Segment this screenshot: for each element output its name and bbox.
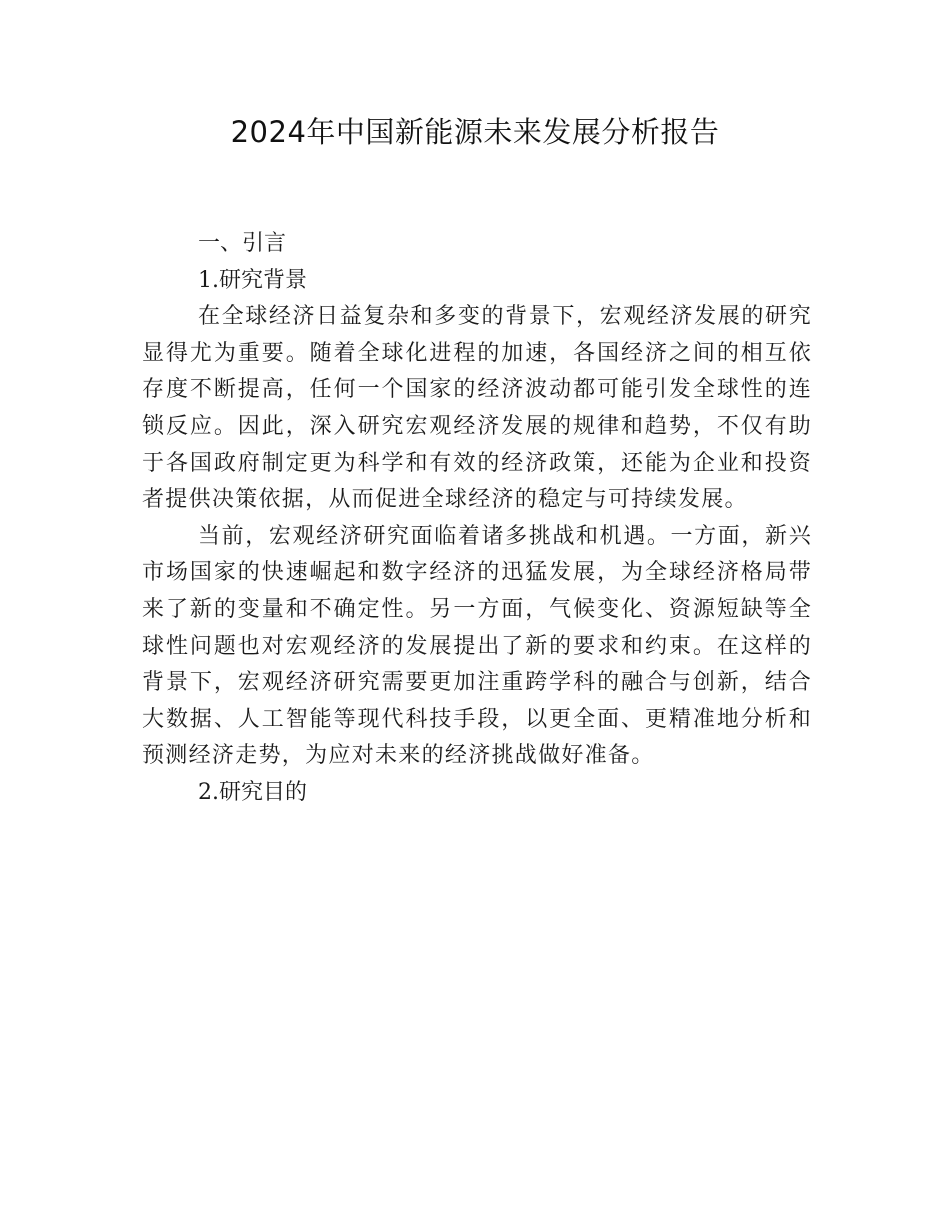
subsection-heading-research-background: 1.研究背景 xyxy=(198,267,307,293)
paragraph-background-1: 在全球经济日益复杂和多变的背景下，宏观经济发展的研究显得尤为重要。随着全球化进程的加速，各国经济之间的相互依存度不断提高，任何一个国家的经济波动都可能引发全球性的连锁反应。因此，深入研究宏观经济发展的规律和趋势，不仅有助于各国政府制定更为科学和有效的经济政策，还能为企业和投资者提供决策依据，从而促进全球经济的稳定与可持续发展。 xyxy=(142,304,812,513)
document-body xyxy=(142,226,812,812)
section-heading-introduction: 一、引言 xyxy=(198,231,287,256)
subsection-heading-research-purpose: 2.研究目的 xyxy=(198,779,307,805)
document-title: 2024年中国新能源未来发展分析报告 xyxy=(230,115,720,149)
paragraph-background-2: 当前，宏观经济研究面临着诸多挑战和机遇。一方面，新兴市场国家的快速崛起和数字经济的迅猛发展，为全球经济格局带来了新的变量和不确定性。另一方面，气候变化、资源短缺等全球性问题也对宏观经济的发展提出了新的要求和约束。在这样的背景下，宏观经济研究需要更加注重跨学科的融合与创新，结合大数据、人工智能等现代科技手段，以更全面、更精准地分析和预测经济走势，为应对未来的经济挑战做好准备。 xyxy=(142,523,812,769)
